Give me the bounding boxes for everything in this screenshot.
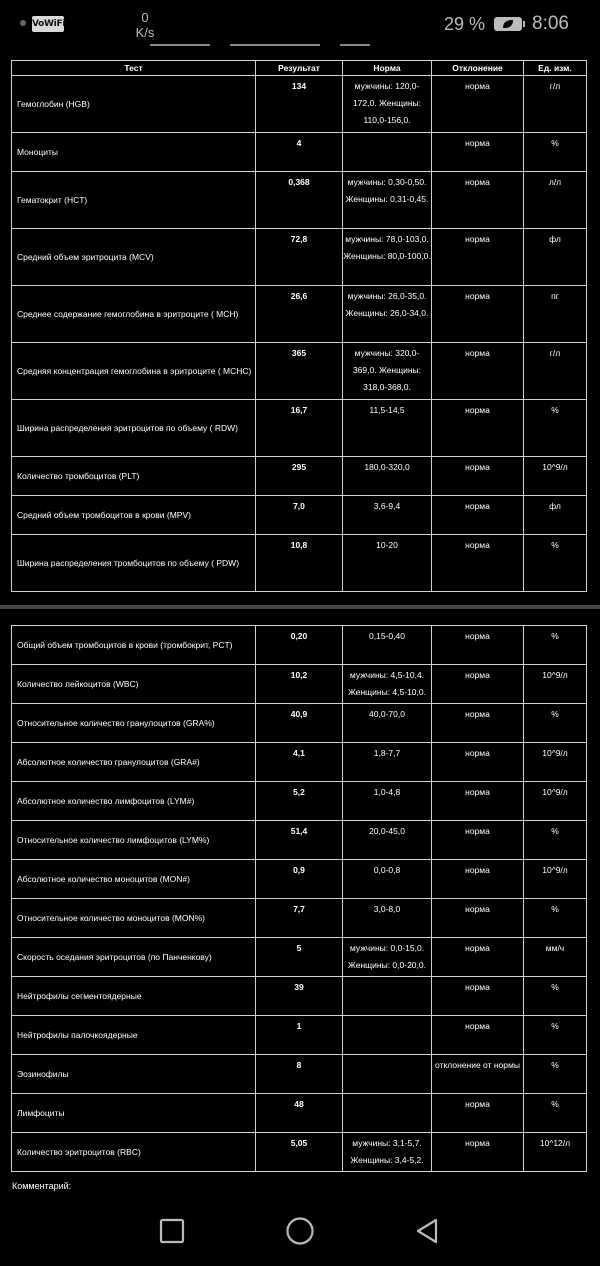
table-row	[12, 704, 587, 743]
unit-cell: фл	[524, 229, 587, 286]
unit-cell: 10^9/л	[524, 782, 587, 821]
result-cell: 26,6	[256, 286, 343, 343]
lab-results-table-page-2	[11, 625, 587, 1172]
unit-cell: 10^9/л	[524, 665, 587, 704]
unit-cell: г/л	[524, 343, 587, 400]
unit-cell: 10^12/л	[524, 1133, 587, 1172]
norm-cell: 0,15-0,40	[343, 626, 432, 665]
norm-cell: 3,0-8,0	[343, 899, 432, 938]
result-cell: 7,0	[256, 496, 343, 535]
norm-cell: 180,0-320,0	[343, 457, 432, 496]
deviation-cell: норма	[432, 938, 524, 977]
result-cell: 295	[256, 457, 343, 496]
header-deviation: Отклонение	[432, 61, 524, 76]
result-cell: 5,2	[256, 782, 343, 821]
unit-cell: %	[524, 400, 587, 457]
norm-cell: 40,0-70,0	[343, 704, 432, 743]
unit-cell: г/л	[524, 76, 587, 133]
result-cell: 48	[256, 1094, 343, 1133]
test-cell: Абсолютное количество гранулоцитов (GRA#)	[12, 743, 256, 782]
unit-cell: %	[524, 704, 587, 743]
unit-cell: %	[524, 1055, 587, 1094]
norm-cell	[343, 1094, 432, 1133]
norm-cell: 1,8-7,7	[343, 743, 432, 782]
cropped-heading-fragment	[150, 44, 390, 50]
deviation-cell: норма	[432, 133, 524, 172]
table-row	[12, 457, 587, 496]
norm-cell: 3,6-9,4	[343, 496, 432, 535]
norm-cell: мужчины: 120,0-172,0. Женщины: 110,0-156,0.	[343, 76, 432, 133]
deviation-cell: норма	[432, 229, 524, 286]
unit-cell: пг	[524, 286, 587, 343]
table-row	[12, 1055, 587, 1094]
test-cell: Гематокрит (HCT)	[12, 172, 256, 229]
deviation-cell: норма	[432, 860, 524, 899]
deviation-cell: норма	[432, 743, 524, 782]
deviation-cell: норма	[432, 665, 524, 704]
test-cell: Скорость оседания эритроцитов (по Панченкову)	[12, 938, 256, 977]
lab-results-table-page-1	[11, 60, 587, 592]
deviation-cell: норма	[432, 704, 524, 743]
norm-cell: мужчины: 4,5-10,4. Женщины: 4,5-10,0.	[343, 665, 432, 704]
norm-cell	[343, 1055, 432, 1094]
test-cell: Относительное количество гранулоцитов (GRA%)	[12, 704, 256, 743]
norm-cell: мужчины: 0,0-15,0. Женщины: 0,0-20,0.	[343, 938, 432, 977]
test-cell: Относительное количество моноцитов (MON%)	[12, 899, 256, 938]
test-cell: Ширина распределения тромбоцитов по объему ( PDW)	[12, 535, 256, 592]
unit-cell: 10^9/л	[524, 457, 587, 496]
table-row	[12, 782, 587, 821]
norm-cell: 11,5-14,5	[343, 400, 432, 457]
test-cell: Нейтрофилы сегментоядерные	[12, 977, 256, 1016]
test-cell: Среднее содержание гемоглобина в эритроците ( MCH)	[12, 286, 256, 343]
deviation-cell: норма	[432, 400, 524, 457]
norm-cell: 20,0-45,0	[343, 821, 432, 860]
deviation-cell: норма	[432, 457, 524, 496]
battery-saver-leaf-icon	[502, 19, 514, 29]
result-cell: 0,20	[256, 626, 343, 665]
test-cell: Количество эритроцитов (RBC)	[12, 1133, 256, 1172]
test-cell: Общий объем тромбоцитов в крови (тромбокрит, PCT)	[12, 626, 256, 665]
deviation-cell: норма	[432, 76, 524, 133]
unit-cell: %	[524, 899, 587, 938]
battery-icon	[494, 17, 522, 31]
unit-cell: л/л	[524, 172, 587, 229]
header-unit: Ед. изм.	[524, 61, 587, 76]
test-cell: Гемоглобин (HGB)	[12, 76, 256, 133]
test-cell: Количество лейкоцитов (WBC)	[12, 665, 256, 704]
unit-cell: 10^9/л	[524, 860, 587, 899]
result-cell: 10,2	[256, 665, 343, 704]
page-separator	[0, 605, 600, 609]
result-cell: 0,368	[256, 172, 343, 229]
table-row	[12, 535, 587, 592]
result-cell: 134	[256, 76, 343, 133]
deviation-cell: норма	[432, 977, 524, 1016]
table-row	[12, 76, 587, 133]
result-cell: 0,9	[256, 860, 343, 899]
vowifi-icon: VoWiFi	[32, 16, 64, 32]
result-cell: 39	[256, 977, 343, 1016]
norm-cell: мужчины: 26,0-35,0. Женщины: 26,0-34,0.	[343, 286, 432, 343]
result-cell: 5,05	[256, 1133, 343, 1172]
unit-cell: %	[524, 626, 587, 665]
deviation-cell: отклонение от нормы	[432, 1055, 524, 1094]
result-cell: 4	[256, 133, 343, 172]
comment-label: Комментарий:	[12, 1181, 72, 1191]
test-cell: Средний объем тромбоцитов в крови (MPV)	[12, 496, 256, 535]
norm-cell: мужчины: 3,1-5,7. Женщины: 3,4-5,2.	[343, 1133, 432, 1172]
header-norm: Норма	[343, 61, 432, 76]
test-cell: Абсолютное количество лимфоцитов (LYM#)	[12, 782, 256, 821]
unit-cell: 10^9/л	[524, 743, 587, 782]
norm-cell: 1,0-4,8	[343, 782, 432, 821]
deviation-cell: норма	[432, 821, 524, 860]
norm-cell	[343, 1016, 432, 1055]
result-cell: 10,8	[256, 535, 343, 592]
deviation-cell: норма	[432, 1094, 524, 1133]
table-row	[12, 860, 587, 899]
table-row	[12, 743, 587, 782]
result-cell: 5	[256, 938, 343, 977]
header-test: Тест	[12, 61, 256, 76]
header-result: Результат	[256, 61, 343, 76]
norm-cell: 0,0-0,8	[343, 860, 432, 899]
norm-cell: мужчины: 78,0-103,0. Женщины: 80,0-100,0.	[343, 229, 432, 286]
table-row	[12, 626, 587, 665]
result-cell: 40,9	[256, 704, 343, 743]
back-triangle-icon[interactable]	[412, 1216, 442, 1246]
test-cell: Средний объем эритроцита (MCV)	[12, 229, 256, 286]
unit-cell: %	[524, 977, 587, 1016]
battery-percent: 29 %	[444, 14, 486, 34]
status-bar	[0, 0, 600, 50]
norm-cell: 10-20	[343, 535, 432, 592]
deviation-cell: норма	[432, 343, 524, 400]
deviation-cell: норма	[432, 1133, 524, 1172]
table-row	[12, 977, 587, 1016]
table-row	[12, 1133, 587, 1172]
test-cell: Эозинофилы	[12, 1055, 256, 1094]
table-row	[12, 133, 587, 172]
test-cell: Средняя концентрация гемоглобина в эритроците ( MCHC)	[12, 343, 256, 400]
table-row	[12, 938, 587, 977]
deviation-cell: норма	[432, 899, 524, 938]
unit-cell: %	[524, 535, 587, 592]
table-row	[12, 343, 587, 400]
result-cell: 16,7	[256, 400, 343, 457]
clock: 8:06	[532, 13, 569, 34]
deviation-cell: норма	[432, 286, 524, 343]
unit-cell: мм/ч	[524, 938, 587, 977]
table-row	[12, 172, 587, 229]
result-cell: 7,7	[256, 899, 343, 938]
result-cell: 4,1	[256, 743, 343, 782]
navigation-bar	[0, 1196, 600, 1266]
notification-dot-icon	[20, 20, 26, 26]
test-cell: Нейтрофилы палочкоядерные	[12, 1016, 256, 1055]
deviation-cell: норма	[432, 535, 524, 592]
deviation-cell: норма	[432, 782, 524, 821]
norm-cell	[343, 133, 432, 172]
test-cell: Абсолютное количество моноцитов (MON#)	[12, 860, 256, 899]
deviation-cell: норма	[432, 496, 524, 535]
result-cell: 72,8	[256, 229, 343, 286]
network-speed	[125, 10, 165, 40]
test-cell: Количество тромбоцитов (PLT)	[12, 457, 256, 496]
unit-cell: %	[524, 1016, 587, 1055]
test-cell: Ширина распределения эритроцитов по объему ( RDW)	[12, 400, 256, 457]
home-circle-icon[interactable]	[285, 1216, 315, 1246]
result-cell: 365	[256, 343, 343, 400]
unit-cell: %	[524, 821, 587, 860]
result-cell: 51,4	[256, 821, 343, 860]
norm-cell: мужчины: 0,30-0,50. Женщины: 0,31-0,45.	[343, 172, 432, 229]
unit-cell: %	[524, 1094, 587, 1133]
test-cell: Относительное количество лимфоцитов (LYM%)	[12, 821, 256, 860]
network-speed-unit: K/s	[135, 25, 155, 40]
norm-cell	[343, 977, 432, 1016]
test-cell: Лимфоциты	[12, 1094, 256, 1133]
norm-cell: мужчины: 320,0-369,0. Женщины: 318,0-368,0.	[343, 343, 432, 400]
table-row	[12, 1094, 587, 1133]
table-row	[12, 665, 587, 704]
table-row	[12, 286, 587, 343]
table-header-row	[12, 61, 587, 76]
table-row	[12, 821, 587, 860]
deviation-cell: норма	[432, 172, 524, 229]
result-cell: 1	[256, 1016, 343, 1055]
table-row	[12, 1016, 587, 1055]
recent-apps-square-icon[interactable]	[157, 1216, 187, 1246]
deviation-cell: норма	[432, 1016, 524, 1055]
table-row	[12, 496, 587, 535]
unit-cell: %	[524, 133, 587, 172]
result-cell: 8	[256, 1055, 343, 1094]
table-row	[12, 899, 587, 938]
table-row	[12, 229, 587, 286]
network-speed-value: 0	[141, 10, 149, 25]
test-cell: Моноциты	[12, 133, 256, 172]
deviation-cell: норма	[432, 626, 524, 665]
unit-cell: фл	[524, 496, 587, 535]
table-row	[12, 400, 587, 457]
